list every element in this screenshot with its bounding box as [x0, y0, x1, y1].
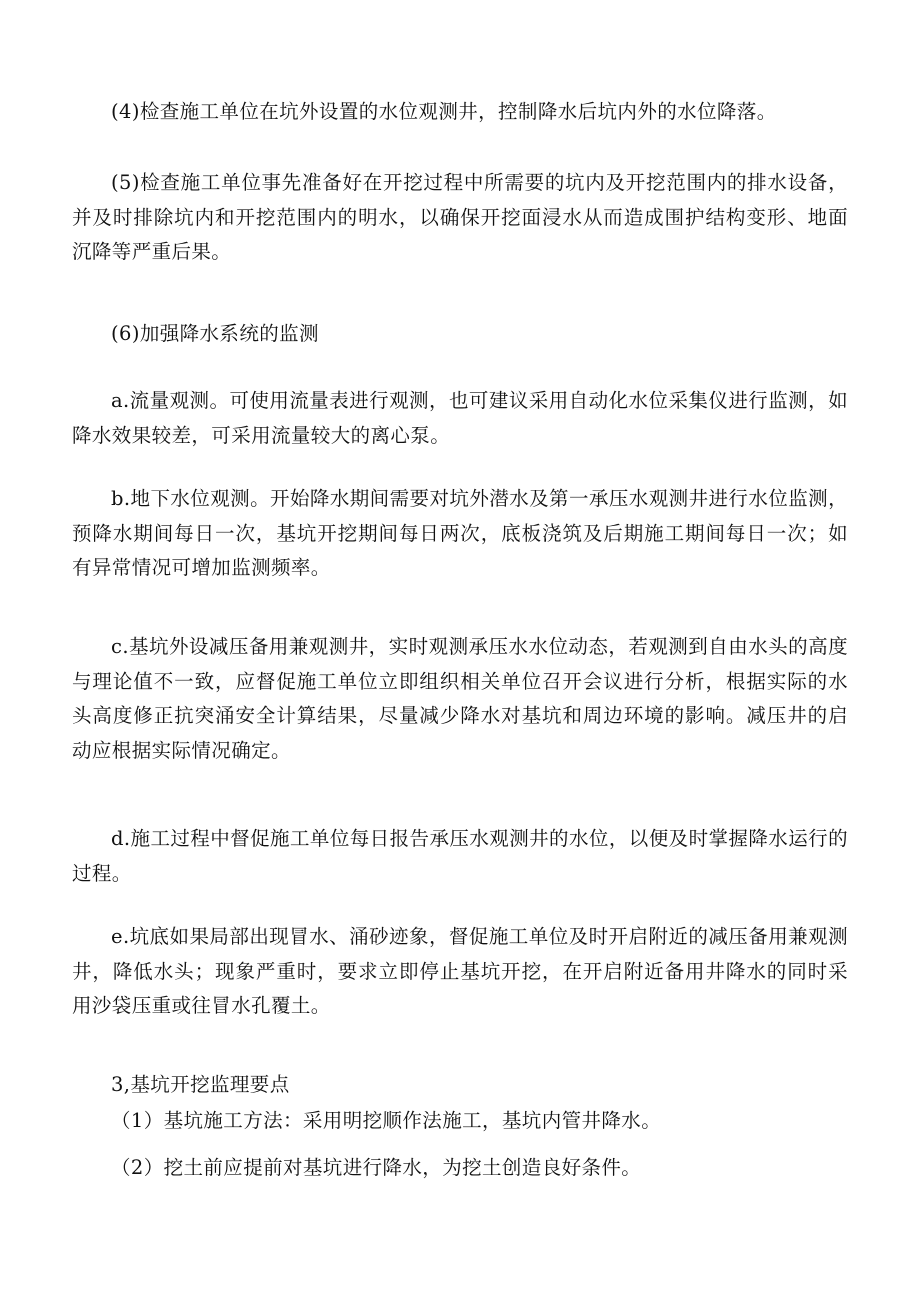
paragraph-pressure-relief-well: c.基坑外设减压备用兼观测井，实时观测承压水水位动态，若观测到自由水头的高度与理论值不一致，应督促施工单位立即组织相关单位召开会议进行分析，根据实际的水头高度修正抗突涌安全计算结果，尽量减少降水对基坑和周边环境的影响。减压井的启动应根据实际情况确定。: [72, 635, 848, 762]
paragraph-item-6-heading: (6)加强降水系统的监测: [111, 322, 319, 345]
paragraph-groundwater-observation: b.地下水位观测。开始降水期间需要对坑外潜水及第一承压水观测井进行水位监测，预降水期间每日一次，基坑开挖期间每日两次，底板浇筑及后期施工期间每日一次；如有异常情况可增加监测频率。: [72, 487, 848, 579]
paragraph-flow-observation: a.流量观测。可使用流量表进行观测，也可建议采用自动化水位采集仪进行监测，如降水效果较差，可采用流量较大的离心泵。: [72, 389, 848, 447]
paragraph-seepage-response: e.坑底如果局部出现冒水、涌砂迹象，督促施工单位及时开启附近的减压备用兼观测井，降低水头；现象严重时，要求立即停止基坑开挖，在开启附近备用井降水的同时采用沙袋压重或往冒水孔覆土。: [72, 925, 848, 1017]
paragraph-daily-report: d.施工过程中督促施工单位每日报告承压水观测井的水位，以便及时掌握降水运行的过程。: [72, 827, 848, 885]
paragraph-item-5: (5)检查施工单位事先准备好在开挖过程中所需要的坑内及开挖范围内的排水设备，并及时排除坑内和开挖范围内的明水，以确保开挖面浸水从而造成围护结构变形、地面沉降等严重后果。: [72, 171, 848, 263]
section-heading-excavation: 3,基坑开挖监理要点: [111, 1073, 290, 1096]
paragraph-construction-method: （1）基坑施工方法：采用明挖顺作法施工，基坑内管井降水。: [111, 1109, 662, 1132]
paragraph-pre-dewatering: （2）挖土前应提前对基坑进行降水，为挖土创造良好条件。: [111, 1156, 642, 1179]
paragraph-item-4: (4)检查施工单位在坑外设置的水位观测井，控制降水后坑内外的水位降落。: [111, 100, 777, 123]
